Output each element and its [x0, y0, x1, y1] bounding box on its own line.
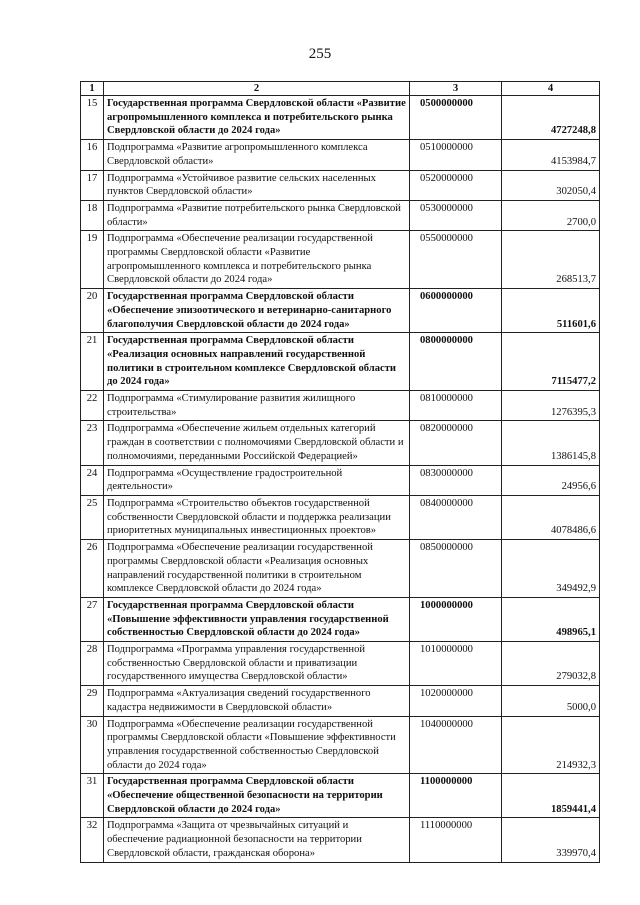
row-code: 0810000000 — [410, 391, 502, 421]
row-code: 1010000000 — [410, 642, 502, 686]
row-description: Подпрограмма «Развитие агропромышленного комплекса Свердловской области» — [104, 140, 410, 170]
row-description: Государственная программа Свердловской области «Повышение эффективности управления государственной собственностью Свердловской области до 2024 года» — [104, 597, 410, 641]
row-number: 20 — [81, 289, 104, 333]
row-description: Подпрограмма «Актуализация сведений государственного кадастра недвижимости в Свердловской области» — [104, 686, 410, 716]
table-row — [81, 495, 600, 539]
row-code: 0500000000 — [410, 96, 502, 140]
table-row — [81, 421, 600, 465]
row-number: 26 — [81, 540, 104, 598]
row-amount: 1276395,3 — [502, 391, 600, 421]
table-row — [81, 642, 600, 686]
row-amount: 1386145,8 — [502, 421, 600, 465]
row-amount: 268513,7 — [502, 231, 600, 289]
row-description: Подпрограмма «Строительство объектов государственной собственности Свердловской области и поддержка реализации приоритетных муниципальных инвестиционных проектов» — [104, 495, 410, 539]
row-description: Подпрограмма «Обеспечение реализации государственной программы Свердловской области «Реализация основных направлений государственной политики в строительном комплексе Свердловской области до 2024 года» — [104, 540, 410, 598]
row-description: Подпрограмма «Стимулирование развития жилищного строительства» — [104, 391, 410, 421]
row-code: 0520000000 — [410, 170, 502, 200]
row-description: Подпрограмма «Осуществление градостроительной деятельности» — [104, 465, 410, 495]
row-description: Подпрограмма «Программа управления государственной собственностью Свердловской области и приватизации государственного имущества Свердловской области» — [104, 642, 410, 686]
row-code: 0530000000 — [410, 200, 502, 230]
table-row — [81, 289, 600, 333]
table-row — [81, 465, 600, 495]
table-row — [81, 391, 600, 421]
table-row — [81, 774, 600, 818]
row-number: 32 — [81, 818, 104, 862]
row-description: Подпрограмма «Обеспечение реализации государственной программы Свердловской области «Развитие агропромышленного комплекса и потребительского рынка Свердловской области до 2024 года» — [104, 231, 410, 289]
row-description: Подпрограмма «Обеспечение жильем отдельных категорий граждан в соответствии с полномочиями Свердловской области и полномочиями, переданными Российской Федерацией» — [104, 421, 410, 465]
row-amount: 1859441,4 — [502, 774, 600, 818]
row-amount: 214932,3 — [502, 716, 600, 774]
row-amount: 4153984,7 — [502, 140, 600, 170]
row-description: Государственная программа Свердловской области «Развитие агропромышленного комплекса и потребительского рынка Свердловской области до 2024 года» — [104, 96, 410, 140]
row-number: 29 — [81, 686, 104, 716]
page-number: 255 — [308, 46, 332, 62]
row-code: 0510000000 — [410, 140, 502, 170]
column-header-3: 3 — [410, 82, 502, 96]
row-description: Государственная программа Свердловской области «Реализация основных направлений государственной политики в строительном комплексе Свердловской области до 2024 года» — [104, 333, 410, 391]
column-header-4: 4 — [502, 82, 600, 96]
row-code: 1020000000 — [410, 686, 502, 716]
row-amount: 24956,6 — [502, 465, 600, 495]
row-description: Подпрограмма «Защита от чрезвычайных ситуаций и обеспечение радиационной безопасности на территории Свердловской области, гражданская оборона» — [104, 818, 410, 862]
row-amount: 302050,4 — [502, 170, 600, 200]
row-code: 1000000000 — [410, 597, 502, 641]
column-header-2: 2 — [104, 82, 410, 96]
table-row — [81, 333, 600, 391]
row-amount: 2700,0 — [502, 200, 600, 230]
row-amount: 498965,1 — [502, 597, 600, 641]
row-number: 17 — [81, 170, 104, 200]
row-description: Государственная программа Свердловской области «Обеспечение общественной безопасности на территории Свердловской области до 2024 года» — [104, 774, 410, 818]
row-number: 28 — [81, 642, 104, 686]
row-number: 21 — [81, 333, 104, 391]
row-number: 22 — [81, 391, 104, 421]
row-number: 19 — [81, 231, 104, 289]
table-row — [81, 818, 600, 862]
table-row — [81, 597, 600, 641]
row-code: 1040000000 — [410, 716, 502, 774]
row-description: Подпрограмма «Развитие потребительского рынка Свердловской области» — [104, 200, 410, 230]
row-code: 0550000000 — [410, 231, 502, 289]
row-amount: 349492,9 — [502, 540, 600, 598]
table-row — [81, 540, 600, 598]
row-amount: 7115477,2 — [502, 333, 600, 391]
row-code: 0600000000 — [410, 289, 502, 333]
table-row — [81, 686, 600, 716]
row-code: 1110000000 — [410, 818, 502, 862]
row-code: 1100000000 — [410, 774, 502, 818]
row-code: 0830000000 — [410, 465, 502, 495]
row-description: Подпрограмма «Обеспечение реализации государственной программы Свердловской области «Повышение эффективности управления государственной собственностью Свердловской области до 2024 года» — [104, 716, 410, 774]
row-description: Государственная программа Свердловской области «Обеспечение эпизоотического и ветеринарно-санитарного благополучия Свердловской области до 2024 года» — [104, 289, 410, 333]
row-number: 25 — [81, 495, 104, 539]
table-row — [81, 200, 600, 230]
row-code: 0820000000 — [410, 421, 502, 465]
row-code: 0850000000 — [410, 540, 502, 598]
row-number: 16 — [81, 140, 104, 170]
row-number: 30 — [81, 716, 104, 774]
column-header-1: 1 — [81, 82, 104, 96]
row-amount: 5000,0 — [502, 686, 600, 716]
row-amount: 511601,6 — [502, 289, 600, 333]
row-code: 0840000000 — [410, 495, 502, 539]
row-number: 27 — [81, 597, 104, 641]
budget-table — [80, 81, 600, 863]
row-number: 31 — [81, 774, 104, 818]
row-amount: 279032,8 — [502, 642, 600, 686]
table-row — [81, 140, 600, 170]
table-row — [81, 231, 600, 289]
row-number: 15 — [81, 96, 104, 140]
table-row — [81, 170, 600, 200]
table-row — [81, 96, 600, 140]
row-number: 23 — [81, 421, 104, 465]
table-row — [81, 716, 600, 774]
row-code: 0800000000 — [410, 333, 502, 391]
row-amount: 339970,4 — [502, 818, 600, 862]
row-amount: 4727248,8 — [502, 96, 600, 140]
row-amount: 4078486,6 — [502, 495, 600, 539]
row-number: 24 — [81, 465, 104, 495]
table-header-row — [81, 82, 600, 96]
row-description: Подпрограмма «Устойчивое развитие сельских населенных пунктов Свердловской области» — [104, 170, 410, 200]
row-number: 18 — [81, 200, 104, 230]
